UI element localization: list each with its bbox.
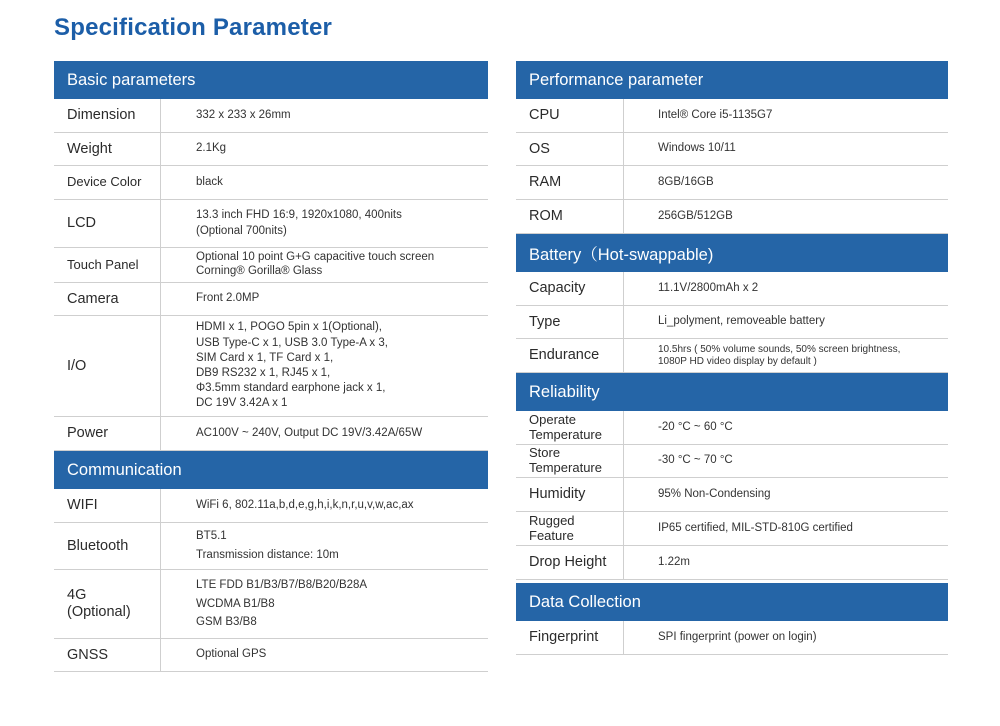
spec-row-humidity: [516, 478, 948, 512]
spec-row-endurance: [516, 339, 948, 373]
spec-value: black: [196, 175, 223, 188]
spec-value: SPI fingerprint (power on login): [658, 630, 817, 643]
spec-value: LTE FDD B1/B3/B7/B8/B20/B28A WCDMA B1/B8 GSM B3/B8: [196, 578, 368, 629]
spec-row-capacity: [516, 272, 948, 306]
spec-label: 4G (Optional): [54, 570, 161, 638]
spec-value: -20 °C ~ 60 °C: [658, 420, 733, 433]
spec-value: Front 2.0MP: [196, 292, 260, 305]
reliability-heading: Reliability: [516, 373, 948, 411]
spec-row-touch-panel: [54, 248, 488, 283]
spec-label: LCD: [54, 200, 161, 247]
communication-heading: Communication: [54, 451, 488, 489]
spec-label: RAM: [516, 166, 624, 199]
spec-label: Camera: [54, 283, 161, 315]
spec-value: AC100V ~ 240V, Output DC 19V/3.42A/65W: [196, 426, 423, 439]
spec-label: OS: [516, 133, 624, 165]
spec-value: Optional 10 point G+G capacitive touch screen Corning® Gorilla® Glass: [196, 251, 435, 277]
spec-row-rugged-feature: [516, 512, 948, 546]
spec-label: ROM: [516, 200, 624, 233]
spec-row-power: [54, 417, 488, 451]
performance-heading: Performance parameter: [516, 61, 948, 99]
spec-value: WiFi 6, 802.11a,b,d,e,g,h,i,k,n,r,u,v,w,ac,ax: [196, 498, 414, 511]
spec-label: CPU: [516, 99, 624, 132]
spec-label: Drop Height: [516, 546, 624, 579]
spec-row-bluetooth: [54, 523, 488, 570]
spec-label: WIFI: [54, 489, 161, 522]
spec-label: Dimension: [54, 99, 161, 132]
spec-row-wifi: [54, 489, 488, 523]
spec-label: Bluetooth: [54, 523, 161, 569]
spec-row-device-color: [54, 166, 488, 200]
spec-label: Humidity: [516, 478, 624, 511]
spec-row-weight: [54, 133, 488, 166]
spec-label: Capacity: [516, 272, 624, 305]
left-column: [54, 61, 488, 672]
spec-row-cpu: [516, 99, 948, 133]
spec-value: 256GB/512GB: [658, 209, 733, 222]
battery-heading: Battery（Hot-swappable): [516, 234, 948, 272]
spec-row-dimension: [54, 99, 488, 133]
spec-value: Li_polyment, removeable battery: [658, 315, 825, 328]
basic-parameters-heading: Basic parameters: [54, 61, 488, 99]
spec-row-camera: [54, 283, 488, 316]
spec-value: Intel® Core i5-1135G7: [658, 108, 773, 121]
spec-label: Endurance: [516, 339, 624, 372]
spec-value: 1.22m: [658, 555, 690, 568]
spec-value: Optional GPS: [196, 648, 267, 661]
spec-row-lcd: [54, 200, 488, 248]
spec-label: Fingerprint: [516, 621, 624, 654]
spec-label: Store Temperature: [516, 445, 624, 477]
spec-label: Weight: [54, 133, 161, 165]
spec-row-type: [516, 306, 948, 339]
spec-value: 332 x 233 x 26mm: [196, 108, 291, 121]
spec-value: 10.5hrs ( 50% volume sounds, 50% screen brightness, 1080P HD video display by default ): [658, 343, 901, 367]
spec-label: Power: [54, 417, 161, 450]
spec-value: Windows 10/11: [658, 142, 736, 155]
spec-label: Operate Temperature: [516, 411, 624, 444]
spec-value: IP65 certified, MIL-STD-810G certified: [658, 521, 853, 534]
spec-row-drop-height: [516, 546, 948, 580]
spec-row-os: [516, 133, 948, 166]
spec-row-operate-temperature: [516, 411, 948, 445]
spec-label: GNSS: [54, 639, 161, 671]
spec-row-io: [54, 316, 488, 417]
spec-row-fingerprint: [516, 621, 948, 655]
right-column: [516, 61, 948, 655]
spec-value: 95% Non-Condensing: [658, 487, 771, 500]
spec-value: 2.1Kg: [196, 142, 227, 155]
spec-label: Type: [516, 306, 624, 338]
spec-value: 11.1V/2800mAh x 2: [658, 281, 759, 294]
spec-value: -30 °C ~ 70 °C: [658, 454, 733, 467]
spec-value: 13.3 inch FHD 16:9, 1920x1080, 400nits (Optional 700nits): [196, 208, 402, 237]
page-title: Specification Parameter: [54, 14, 333, 41]
spec-label: I/O: [54, 316, 161, 416]
spec-row-store-temperature: [516, 445, 948, 478]
spec-label: Touch Panel: [54, 248, 161, 282]
spec-value: BT5.1 Transmission distance: 10m: [196, 530, 339, 561]
spec-row-ram: [516, 166, 948, 200]
spec-label: Device Color: [54, 166, 161, 199]
spec-value: HDMI x 1, POGO 5pin x 1(Optional), USB Type-C x 1, USB 3.0 Type-A x 3, SIM Card x 1, TF Card x 1, DB9 RS232 x 1, RJ45 x 1, Φ3.5mm standard earphone jack x 1, DC 19V 3.42A x 1: [196, 321, 388, 410]
spec-row-gnss: [54, 639, 488, 672]
data-collection-heading: Data Collection: [516, 583, 948, 621]
spec-row-rom: [516, 200, 948, 234]
spec-value: 8GB/16GB: [658, 175, 714, 188]
spec-label: Rugged Feature: [516, 512, 624, 545]
spec-row-4g: [54, 570, 488, 639]
